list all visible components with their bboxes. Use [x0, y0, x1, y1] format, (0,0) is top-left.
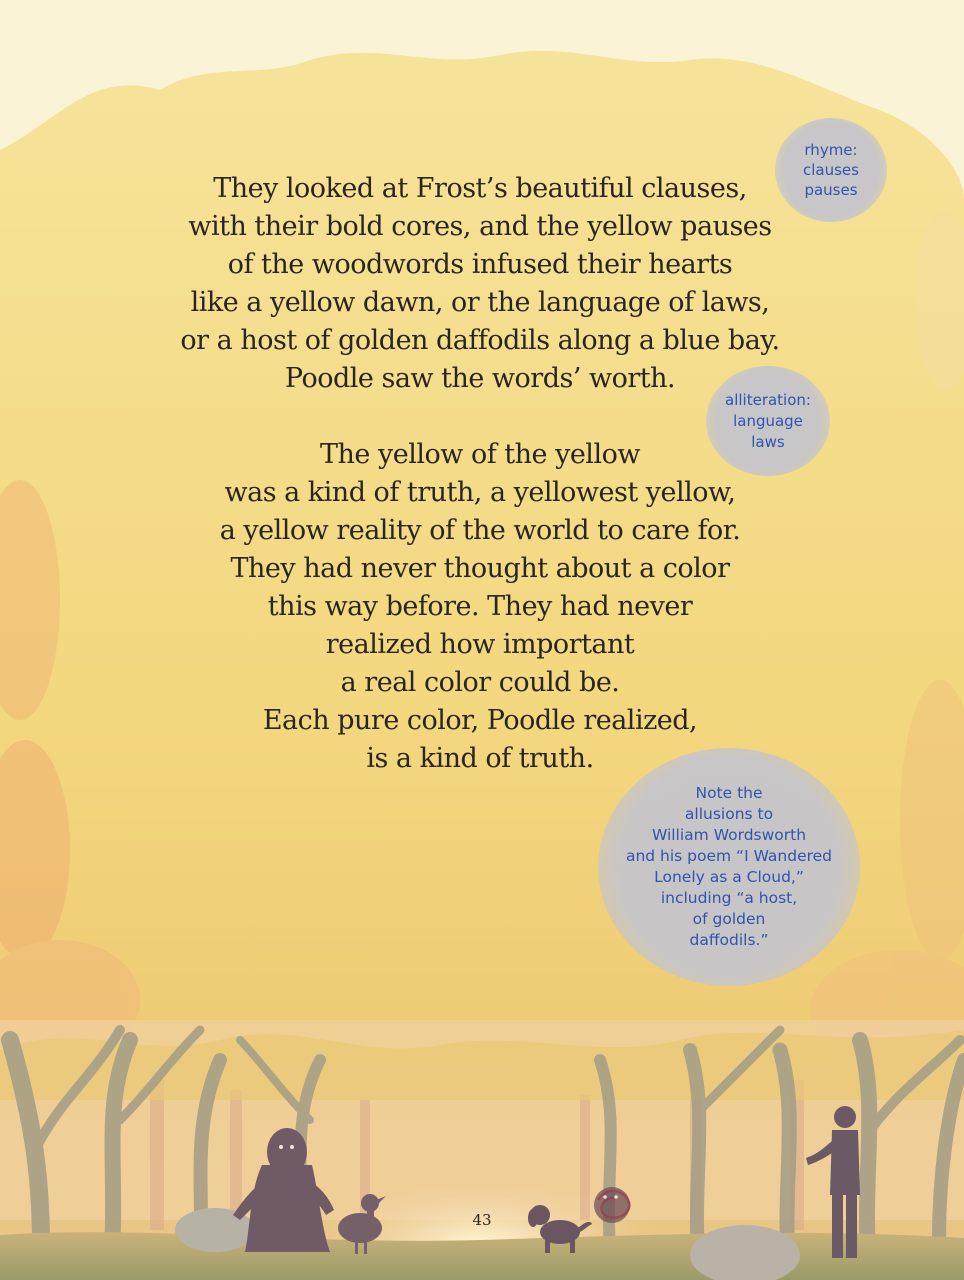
poem-line: They had never thought about a color: [230, 553, 730, 584]
note-line: of golden: [692, 910, 766, 928]
note-line: allusions to: [684, 805, 774, 823]
poem-line: a real color could be.: [340, 667, 620, 698]
rhyme-note-bubble: [775, 118, 887, 222]
note-line: pauses: [804, 181, 858, 199]
note-line: rhyme:: [804, 141, 858, 159]
poem-line: They looked at Frost’s beautiful clauses,: [213, 173, 747, 204]
poem-line: is a kind of truth.: [366, 743, 594, 774]
poem-line: was a kind of truth, a yellowest yellow,: [224, 477, 736, 508]
poem-line: this way before. They had never: [267, 591, 693, 622]
note-line: alliteration:: [725, 390, 811, 409]
poem-line: The yellow of the yellow: [320, 439, 640, 470]
poem-line: of the woodwords infused their hearts: [227, 249, 733, 280]
note-line: language: [733, 411, 803, 430]
note-line: clauses: [803, 161, 859, 179]
note-line: and his poem “I Wandered: [625, 847, 833, 865]
note-line: William Wordsworth: [651, 826, 807, 844]
note-line: Lonely as a Cloud,”: [654, 868, 804, 886]
poem-line: Each pure color, Poodle realized,: [262, 705, 698, 736]
allusion-note-bubble: [598, 748, 860, 986]
poem-line: realized how important: [325, 629, 635, 660]
page-number: 43: [472, 1211, 492, 1229]
poem-line: like a yellow dawn, or the language of laws,: [190, 287, 770, 318]
poem-line: or a host of golden daffodils along a blue bay.: [180, 325, 780, 356]
note-line: including “a host,: [660, 889, 798, 907]
poem-line: Poodle saw the words’ worth.: [284, 363, 676, 394]
poem-line: a yellow reality of the world to care for.: [219, 515, 741, 546]
note-line: laws: [751, 432, 785, 451]
alliteration-note-bubble: [706, 366, 830, 476]
poem-line: with their bold cores, and the yellow pauses: [188, 211, 772, 242]
poem-text: [110, 170, 850, 778]
note-line: Note the: [695, 784, 763, 802]
note-line: daffodils.”: [689, 931, 769, 949]
